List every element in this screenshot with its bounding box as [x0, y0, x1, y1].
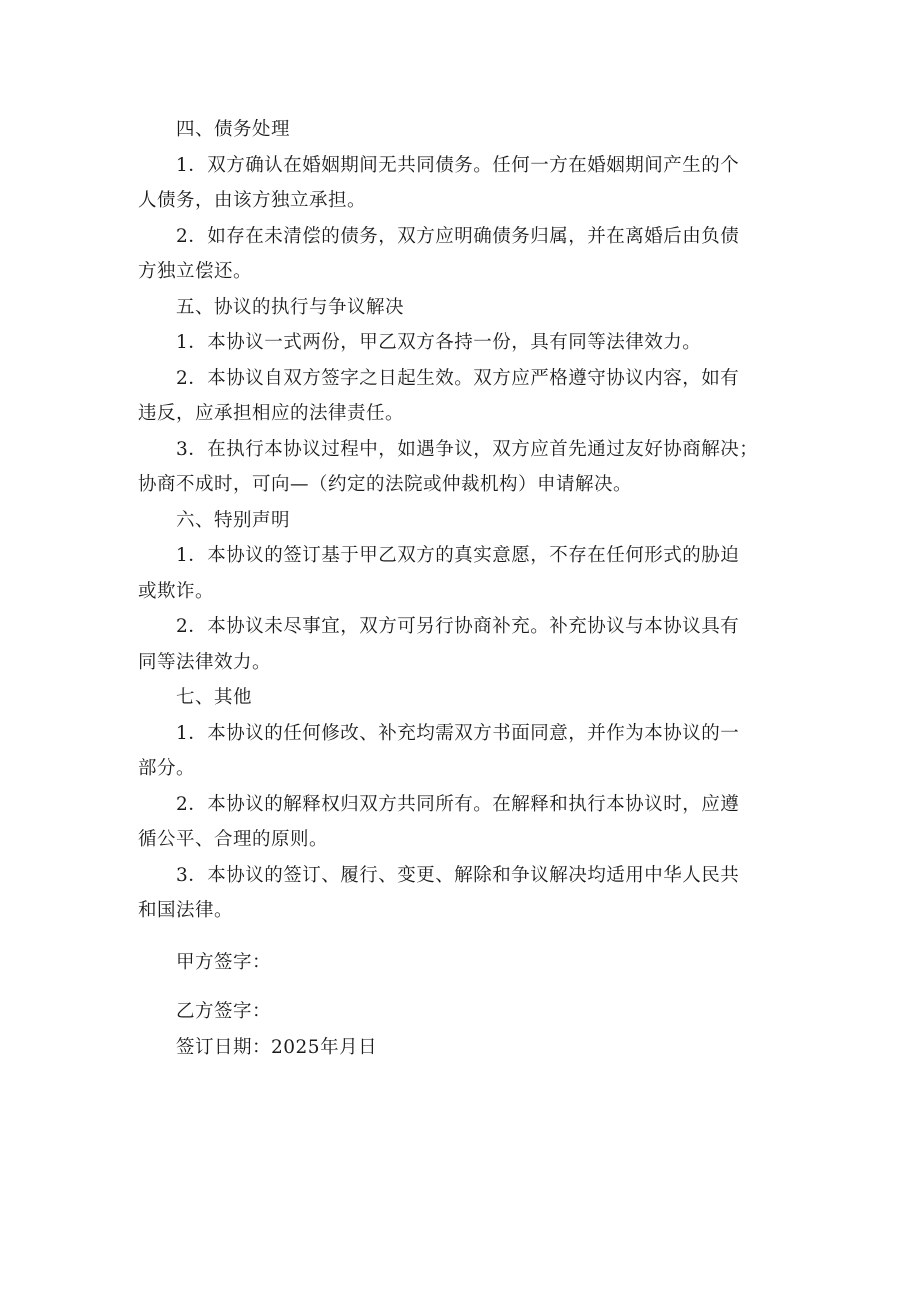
section-5-item-2-line-1: 2．本协议自双方签字之日起生效。双方应严格遵守协议内容，如有	[176, 367, 740, 389]
section-5-item-3-line-1: 3．在执行本协议过程中，如遇争议，双方应首先通过友好协商解决；	[176, 438, 759, 460]
signing-date-label: 签订日期：2025年月日	[176, 1036, 378, 1058]
section-6-item-1-line-2: 或欺诈。	[138, 580, 215, 602]
section-5-item-1-line-1: 1．本协议一式两份，甲乙双方各持一份，具有同等法律效力。	[176, 332, 702, 353]
section-6-item-1-line-1: 1．本协议的签订基于甲乙双方的真实意愿，不存在任何形式的胁迫	[176, 545, 740, 566]
party-b-signature-label: 乙方签字：	[176, 1001, 272, 1022]
section-5-item-2-line-2: 违反，应承担相应的法律责任。	[138, 403, 405, 424]
section-7-item-2-line-2: 循公平、合理的原则。	[138, 829, 329, 850]
agreement-page	[138, 112, 788, 1065]
section-7-heading: 七、其他	[176, 687, 253, 708]
section-6-item-2-line-1: 2．本协议未尽事宜，双方可另行协商补充。补充协议与本协议具有	[176, 616, 740, 637]
section-6-heading: 六、特别声明	[176, 509, 291, 531]
section-4-item-1-line-1: 1．双方确认在婚姻期间无共同债务。任何一方在婚姻期间产生的个	[176, 154, 740, 176]
section-7-item-1-line-2: 部分。	[138, 758, 196, 779]
section-4-item-2-line-1: 2．如存在未清偿的债务，双方应明确债务归属，并在离婚后由负债	[176, 225, 740, 247]
section-7-item-3-line-1: 3．本协议的签订、履行、变更、解除和争议解决均适用中华人民共	[176, 864, 740, 886]
section-5-item-3-line-2: 协商不成时，可向—（约定的法院或仲裁机构）申请解决。	[138, 474, 633, 495]
section-5-heading: 五、协议的执行与争议解决	[176, 296, 405, 318]
section-4-item-2-line-2: 方独立偿还。	[138, 261, 253, 282]
section-4-heading: 四、债务处理	[176, 119, 291, 140]
section-4-item-1-line-2: 人债务，由该方独立承担。	[138, 190, 367, 211]
party-a-signature-label: 甲方签字：	[176, 951, 272, 973]
section-7-item-1-line-1: 1．本协议的任何修改、补充均需双方书面同意，并作为本协议的一	[176, 722, 740, 744]
section-6-item-2-line-2: 同等法律效力。	[138, 651, 272, 673]
section-7-item-2-line-1: 2．本协议的解释权归双方共同所有。在解释和执行本协议时，应遵	[176, 793, 740, 815]
section-7-item-3-line-2: 和国法律。	[138, 900, 234, 921]
